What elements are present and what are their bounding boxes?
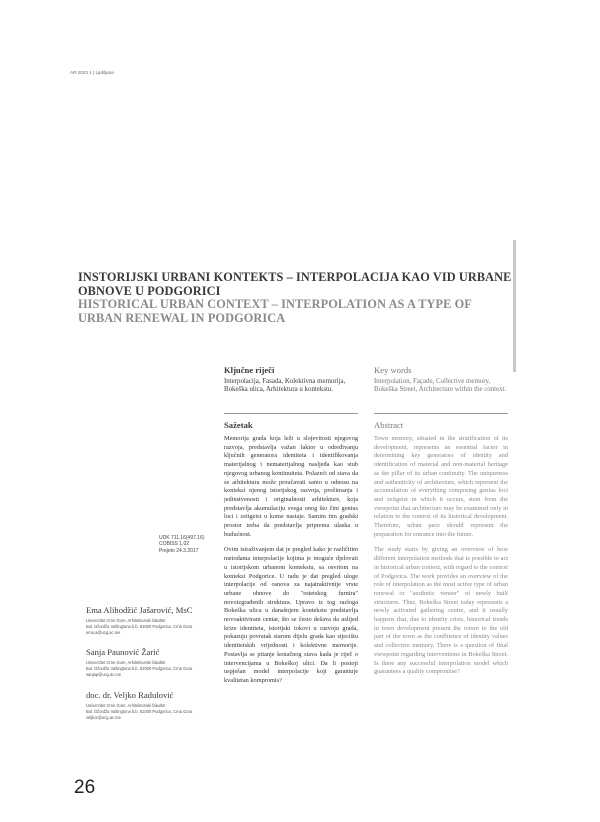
abstract-en-heading: Abstract (374, 420, 404, 430)
keywords-sr-heading: Ključne riječi (224, 365, 275, 375)
title-english: HISTORICAL URBAN CONTEXT – INTERPOLATION AS A TYPE OF URBAN RENEWAL IN PODGORICA (78, 297, 472, 325)
page-number: 26 (74, 777, 96, 798)
keywords-sr-text: Interpolacija, Fasada, Kolektivna memorija, Bokeška ulica, Arhitektura u kontekstu. (224, 378, 346, 394)
article-meta (159, 535, 221, 554)
author (86, 605, 220, 636)
title-serbian: INSTORIJSKI URBANI KONTEKTS – INTERPOLACIJA KAO VID URBANE OBNOVE U PODGORICI (78, 270, 512, 298)
author-affiliation: Univerzitet Crne Gore, Arhitektonski fakultet (86, 660, 166, 665)
divider (374, 413, 508, 414)
running-head: AR 2023 1 | Ljubljana (70, 70, 114, 75)
keywords-en-heading: Key words (374, 365, 412, 375)
abstract-en-paragraph: The study starts by giving an overview of how different interpolation methods that is possible to act in historical urban context, with regard to the context of Podgorica. The work provides an overview of the role of interpolation as the most active type of urban renewal or "aesthetic veneer" of newly built structures. Thus, Bokeška Street today represents a newly activated gathering centre, and it usually happens that, due to identity crisis, historical trends in town development present the return to the old part of the town as the confluence of identity values and collective memory. There is a question of final viewpoint regarding interventions in Bokeška Street. Is there any successful interpolation model which guarantees a quality compromise? (374, 546, 508, 676)
author-name: doc. dr. Veljko Radulović (86, 690, 174, 700)
author-address: Bul. Džordža Vašingtona b.b. 81000 Podgorica, Crna Gora (86, 666, 193, 671)
author (86, 690, 220, 721)
title-block (78, 271, 518, 325)
author-name: Ema Alihodžić Jašarović, MsC (86, 605, 193, 615)
author (86, 647, 220, 678)
received-date: Prejeto 24.3.2017 (159, 547, 199, 554)
keywords-sr (224, 365, 358, 395)
cobiss: COBISS 1.02 (159, 541, 190, 548)
abstract-en (374, 420, 508, 684)
author-address: Bul. Džordža Vašingtona b.b. 81000 Podgorica, Crna Gora (86, 624, 193, 629)
abstract-sr (224, 420, 358, 693)
author-email[interactable]: veljkor@ucg.ac.me (86, 715, 121, 720)
author-address: Bul. Džordža Vašingtona b.b. 81000 Podgorica, Crna Gora (86, 709, 193, 714)
divider (224, 413, 358, 414)
abstract-en-paragraph: Town memory, situated in the stratification of its development, represents an essential factor in determining key generators of identity and identification of material and non-material heritage as the pillar of its urban continuity. The uniqueness and authenticity of architecture, which represent the accumulation of everything composing genius loci and zeitgeist in which it occurs, stem from the viewpoint that architecture may be examined only in relation to the context of its historical development. Therefore, urban pace should represent the preparation for entrance into the future. (374, 435, 508, 538)
author-email[interactable]: ema.a@ucg.ac.me (86, 630, 121, 635)
author-affiliation: Univerzitet Crne Gore, Arhitektonski fakultet (86, 703, 166, 708)
abstract-sr-paragraph: Memorija grada koja leži u slojevitosti njegovog razvoja, predstavlja važan faktor u određivanju ključnih generatora identiteta i identifikovanja materijalnog i nematerijalnog nasljeđa kao stub njegovog urbanog kontinuiteta. Polazeći od stava da se arhitektura može proučavati samo u odnosu na kontekst njenog istorijskog razvoja, prožimanja i jedinstvenosti i originalnosti arhitekture, koja predstavlja akumulaciju svega onog što čini genius loci i zeitgeist u kome nastaje. Samim tim gradski prostor treba da predstavlja pripremu ulaska u budućnost. (224, 435, 358, 538)
abstract-sr-heading: Sažetak (224, 420, 253, 430)
author-affiliation: Univerzitet Crne Gore, Arhitektonski fakultet (86, 618, 166, 623)
author-name: Sanja Paunović Žarić (86, 647, 160, 657)
keywords-en (374, 365, 508, 395)
udk: UDK 711.16(497.16) (159, 535, 205, 541)
abstract-sr-paragraph: Ovim istraživanjem dat je pregled kako je različitim metodama interpolacije kojima je moguće djelovati u istorijskom urbanom kontekstu, sa osvrtom na kontekst Podgorice. U radu je dat pregled uloge interpolacije od osnova za najatraktivnije vrste urbane obnove do "estetskog furnira" novoizgrađenih struktura. Upravo iz tog razloga Bokeška ulica u današnjem kontekstu predstavlja novoaktivirani centar, što se često dešava da uslijed krize identiteta, istorijski tokovi u razvoju grada, pokazuju povratak starom dijelu grada kao stjecištu identitetskih vrijednosti i kolektivne memorije. Postavlja se pitanje konačnog stava kada je riječ o intervencijama u Bokeškoj ulici. Da li postoji uspješan model interpolacije koji garantuje kvalitetan kompromis? (224, 546, 358, 684)
keywords-en-text: Interpolation, Façade, Collective memory, Bokeška Street, Architecture within the context. (374, 378, 507, 394)
author-email[interactable]: sanjap@ucg.ac.me (86, 672, 122, 677)
